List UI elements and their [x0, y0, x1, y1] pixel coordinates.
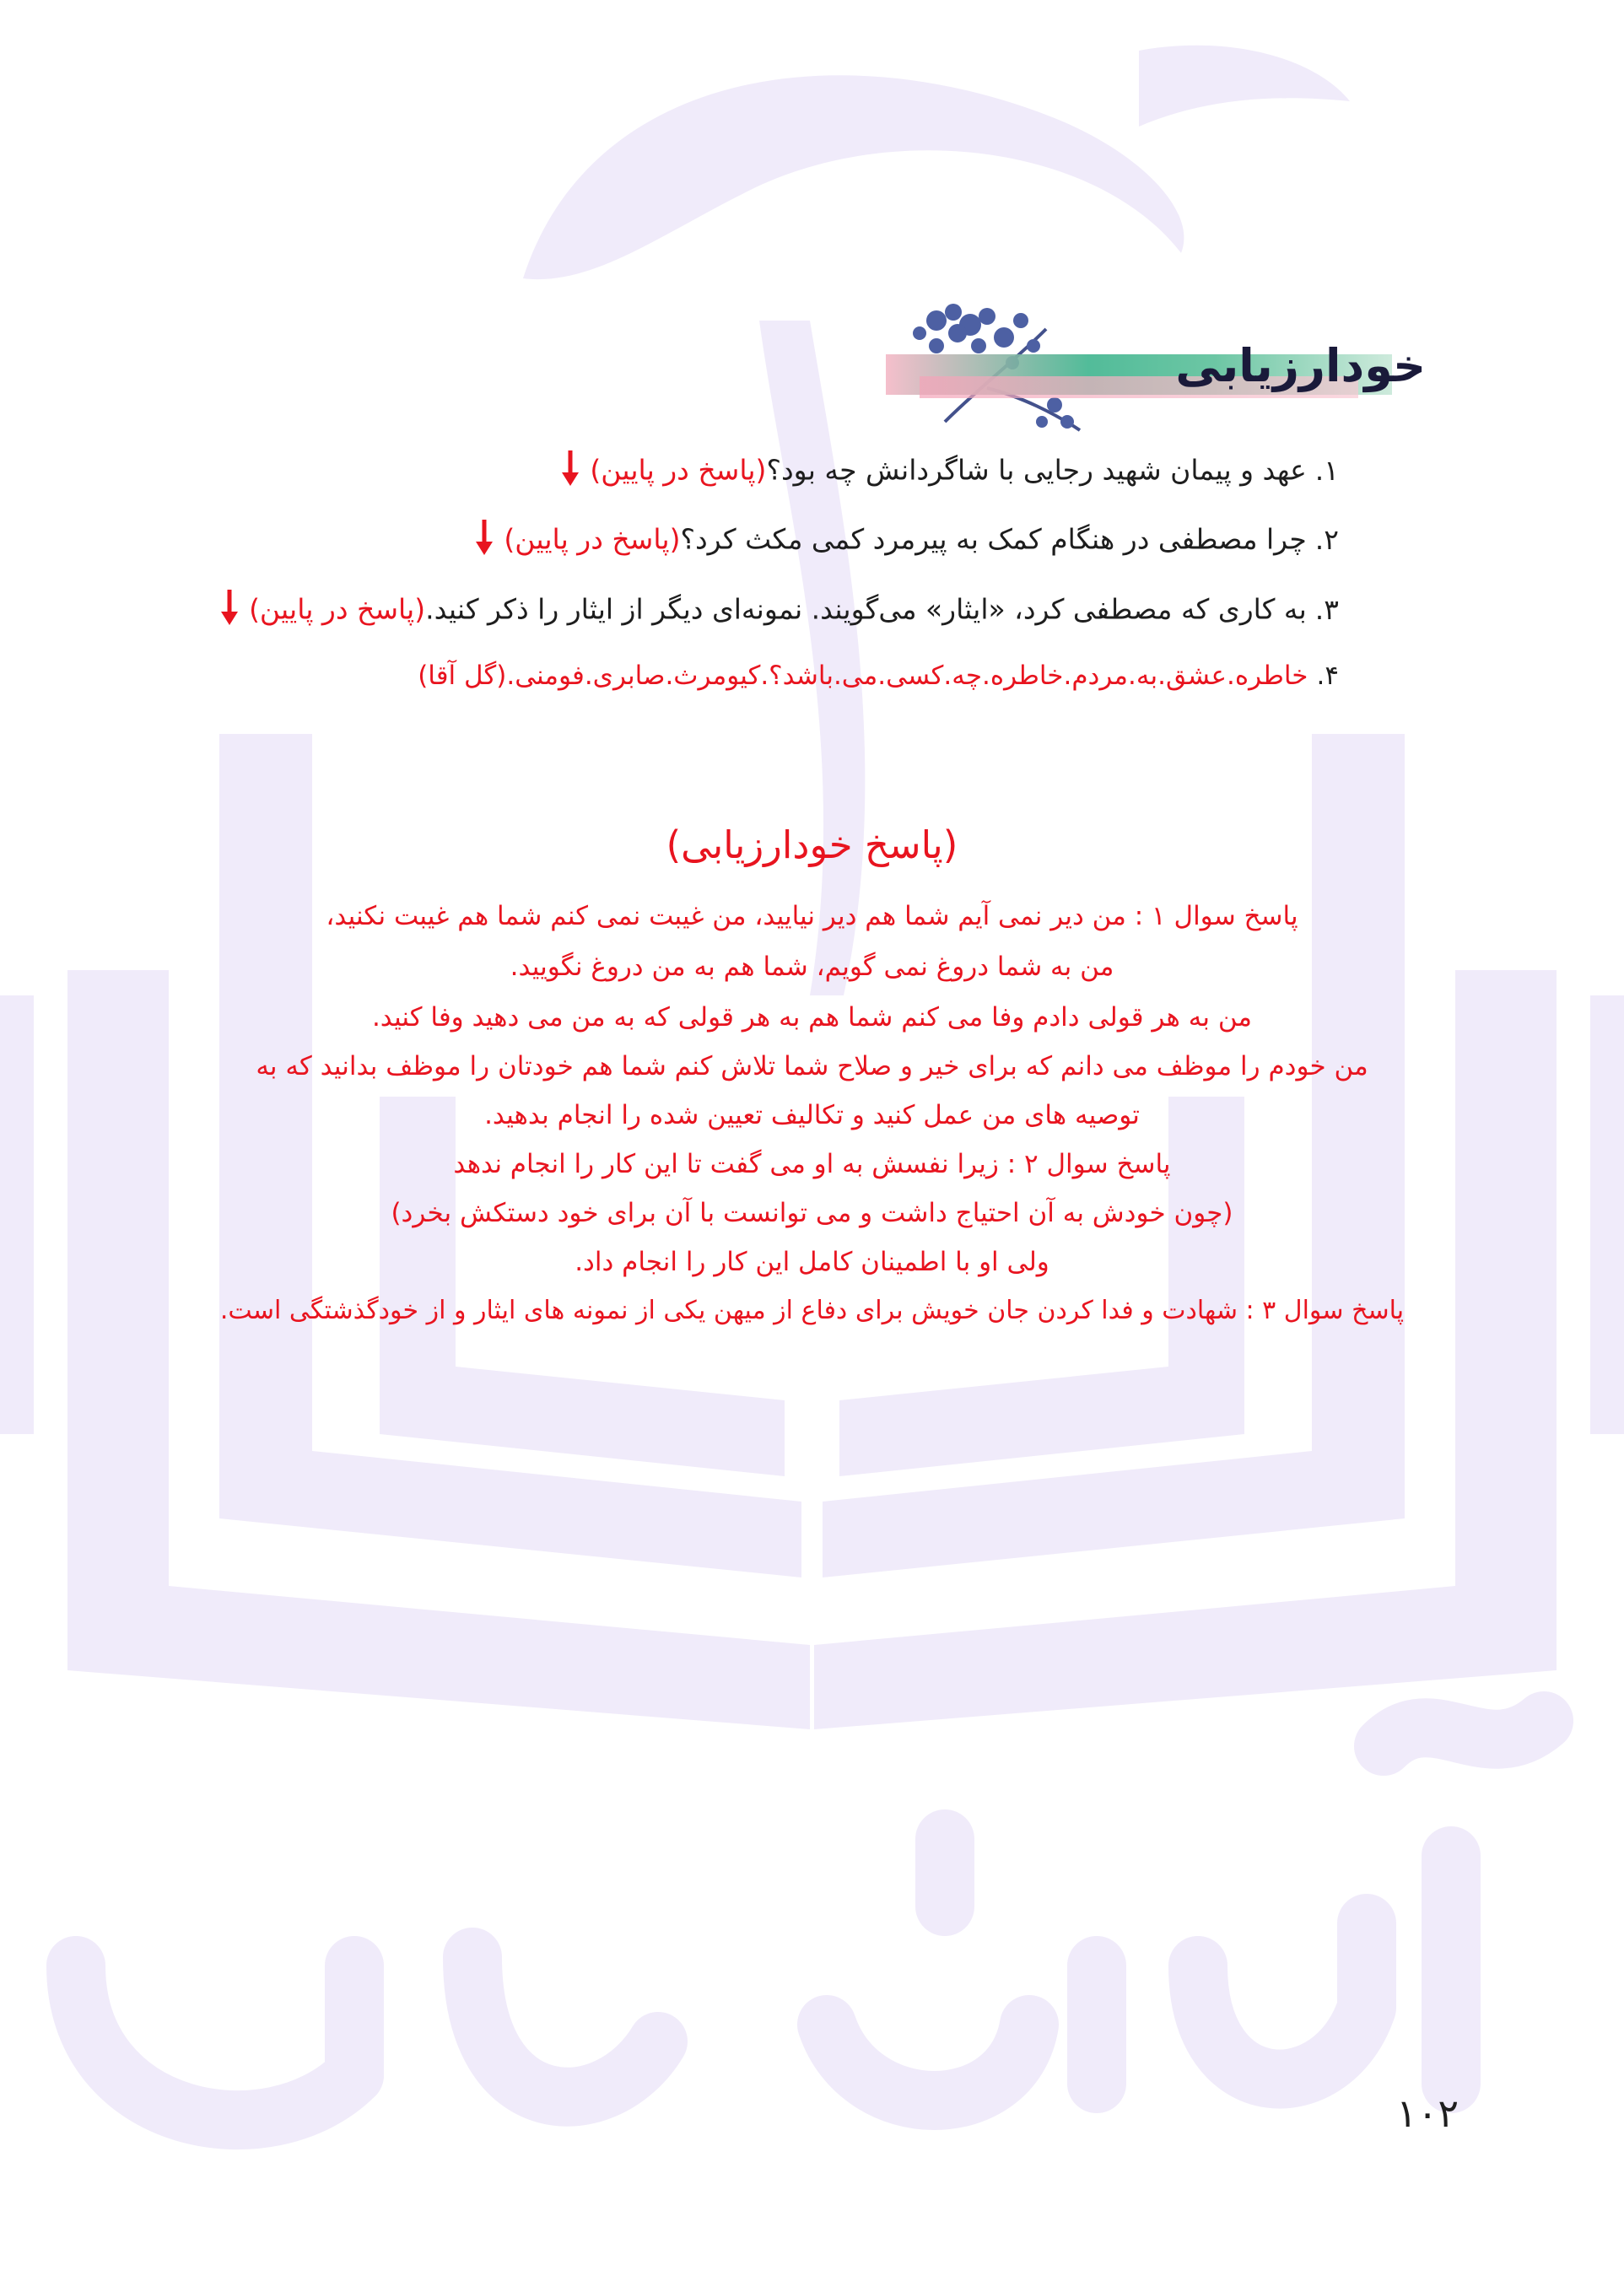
- section-header: [886, 295, 1426, 439]
- down-arrow-icon: [475, 518, 494, 564]
- answers-title: (پاسخ خودارزیابی): [666, 822, 958, 867]
- question-text: به کاری که مصطفی کرد، «ایثار» می‌گویند. نمونه‌ای دیگر از ایثار را ذکر کنید.: [425, 592, 1307, 626]
- question-text: عهد و پیمان شهید رجایی با شاگردانش چه بود؟: [766, 453, 1307, 487]
- question-number: ۴.: [1316, 661, 1339, 691]
- answer-line: پاسخ سوال ۱ : من دیر نمی آیم شما هم دیر نیایید، من غیبت نمی کنم شما هم غیبت نکنید،: [326, 901, 1298, 931]
- question-2: [475, 518, 1339, 564]
- question-number: ۲.: [1314, 522, 1339, 556]
- answer-line: (چون خودش به آن احتیاج داشت و می توانست با آن برای خود دستکش بخرد): [391, 1198, 1233, 1228]
- question-3: [220, 588, 1339, 634]
- answer-reference: (پاسخ در پایین): [504, 522, 681, 556]
- answer-line: توصیه های من عمل کنید و تکالیف تعیین شده را انجام بدهید.: [484, 1100, 1140, 1130]
- answer-line: پاسخ سوال ۳ : شهادت و فدا کردن جان خویش برای دفاع از میهن یکی از نمونه های ایثار و از خودگذشتگی است.: [219, 1296, 1405, 1325]
- down-arrow-icon: [561, 449, 580, 494]
- section-title: خودارزیابی: [1175, 339, 1426, 392]
- answer-line: من به هر قولی دادم وفا می کنم شما هم به هر قولی که به من می دهید وفا کنید.: [371, 1002, 1253, 1033]
- question-number: ۱.: [1314, 453, 1339, 487]
- question-number: ۳.: [1314, 592, 1339, 626]
- answer-line: ولی او با اطمینان کامل این کار را انجام داد.: [575, 1247, 1049, 1277]
- question-1: [561, 449, 1339, 494]
- question-4: [418, 661, 1339, 691]
- page-number: ۱۰۲: [1396, 2090, 1459, 2136]
- answer-reference: (پاسخ در پایین): [590, 453, 767, 487]
- answer-line: من خودم را موظف می دانم که برای خیر و صلاح شما تلاش کنم شما هم خودتان را موظف بدانید که به: [256, 1051, 1368, 1081]
- answer-line: پاسخ سوال ۲ : زیرا نفسش به او می گفت تا این کار را انجام ندهد: [453, 1149, 1171, 1179]
- down-arrow-icon: [220, 588, 239, 634]
- question-text: چرا مصطفی در هنگام کمک به پیرمرد کمی مکث کرد؟: [680, 522, 1307, 556]
- answer-reference: (پاسخ در پایین): [249, 592, 426, 626]
- answer-line: من به شما دروغ نمی گویم، شما هم به من دروغ نگویید.: [510, 952, 1114, 982]
- answer-reference: خاطره.عشق.به.مردم.خاطره.چه.کسی.می.باشد؟.کیومرث.صابری.فومنی.(گل آقا): [418, 661, 1308, 691]
